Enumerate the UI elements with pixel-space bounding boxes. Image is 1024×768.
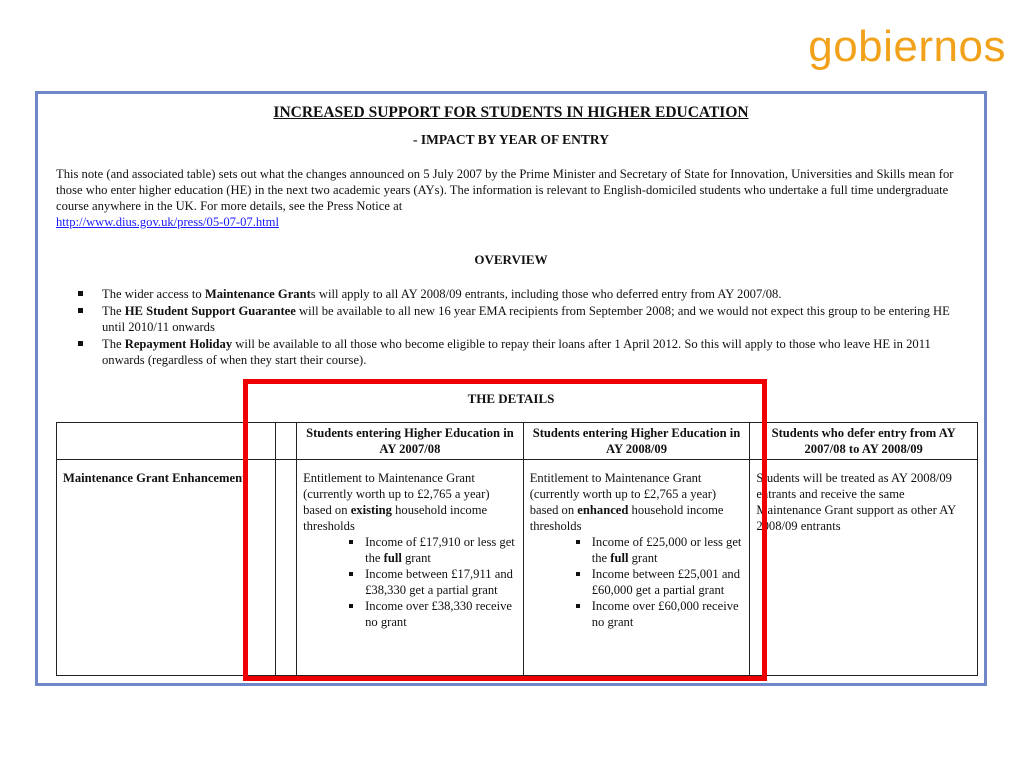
table-header-row (57, 423, 978, 460)
brand-logo-text: gobiernos (808, 22, 1006, 71)
list-item: The wider access to Maintenance Grants will apply to all AY 2008/09 entrants, including those who deferred entry from AY 2007/08. (78, 286, 968, 302)
bullet-icon (576, 572, 580, 576)
document-frame (35, 91, 987, 686)
table-header-empty (57, 423, 276, 460)
details-table (56, 422, 978, 676)
overview-heading: OVERVIEW (474, 252, 548, 267)
table-header-spacer (276, 423, 297, 460)
table-header-2008-09: Students entering Higher Education in AY 2008/09 (523, 423, 750, 460)
bullet-icon (576, 604, 580, 608)
bullet-icon (78, 308, 83, 313)
bullet-icon (576, 540, 580, 544)
row-label: Maintenance Grant Enhancement (57, 460, 276, 676)
table-header-deferred: Students who defer entry from AY 2007/08 to AY 2008/09 (750, 423, 978, 460)
cell-deferred: Students will be treated as AY 2008/09 entrants and receive the same Maintenance Grant support as other AY 2008/09 entrants (750, 460, 978, 676)
bullet-icon (78, 341, 83, 346)
row-spacer (276, 460, 297, 676)
table-header-2007-08: Students entering Higher Education in AY 2007/08 (297, 423, 524, 460)
document-title: INCREASED SUPPORT FOR STUDENTS IN HIGHER EDUCATION (273, 104, 749, 121)
overview-list (78, 286, 968, 369)
bullet-icon (78, 291, 83, 296)
list-item: The HE Student Support Guarantee will be available to all new 16 year EMA recipients from September 2008; and we would not expect this group to be entering HE until 2010/11 onwards (78, 303, 968, 335)
bullet-icon (349, 572, 353, 576)
intro-paragraph (56, 166, 968, 230)
bullet-icon (349, 604, 353, 608)
cell-2008-09: Entitlement to Maintenance Grant (currently worth up to £2,765 a year) based on enhanced household income thresholds Income of £25,000 or less get the full grant Income between £25,001 and £60,000 get a partial grant Income over £60,000 receive no grant (523, 460, 750, 676)
table-row (57, 460, 978, 676)
details-heading: THE DETAILS (467, 391, 555, 406)
press-notice-link[interactable]: http://www.dius.gov.uk/press/05-07-07.html (56, 215, 279, 229)
intro-text: This note (and associated table) sets out what the changes announced on 5 July 2007 by the Prime Minister and Secretary of State for Innovation, Universities and Skills mean for those who enter higher education (HE) in the next two academic years (AYs). The information is relevant to English-domiciled students who undertake a full time undergraduate course anywhere in the UK. For more details, see the Press Notice at (56, 167, 954, 213)
bullet-icon (349, 540, 353, 544)
cell-2007-08: Entitlement to Maintenance Grant (currently worth up to £2,765 a year) based on existing household income thresholds Income of £17,910 or less get the full grant Income between £17,911 and £38,330 get a partial grant Income over £38,330 receive no grant (297, 460, 524, 676)
document-subtitle: - IMPACT BY YEAR OF ENTRY (413, 132, 609, 147)
list-item: The Repayment Holiday will be available to all those who become eligible to repay their loans after 1 April 2012. So this will apply to those who leave HE in 2011 onwards (regardless of when they start their course). (78, 336, 968, 368)
